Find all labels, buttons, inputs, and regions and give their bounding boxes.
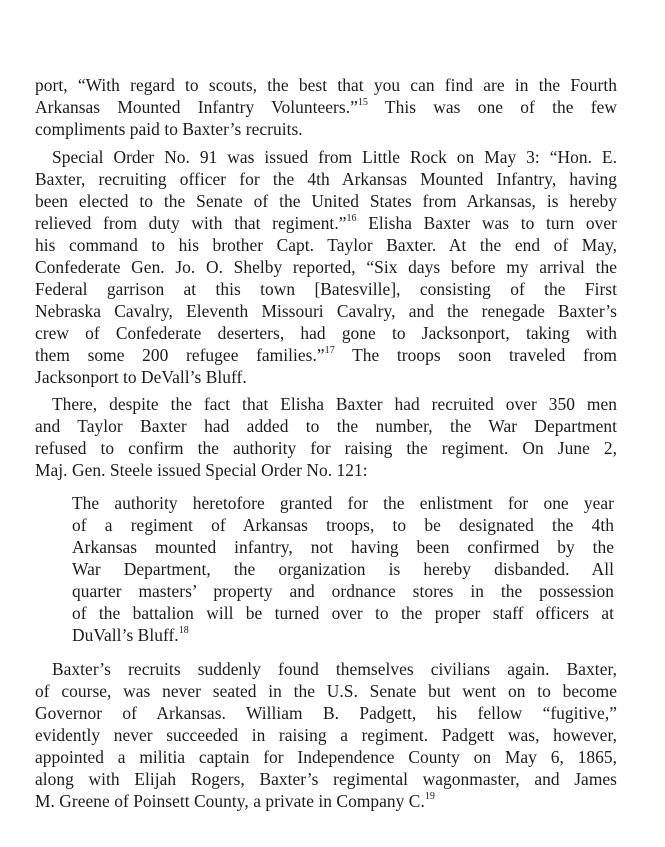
quote-line: of a regiment of Arkansas troops, to be designated the 4th [72,515,614,535]
text-line: M. Greene of Poinsett County, a private in Company C.$^{19}$ [35,791,435,811]
text-line: Baxter, recruiting officer for the 4th Arkansas Mounted Infantry, having [35,169,617,189]
text-line: There, despite the fact that Elisha Baxter had recruited over 350 men [52,394,617,414]
quote-line: Arkansas mounted infantry, not having been confirmed by the [72,537,614,557]
quote-line: War Department, the organization is hereby disbanded. All [72,559,614,579]
text-line: Jacksonport to DeVall’s Bluff. [35,367,247,387]
text-line: relieved from duty with that regiment.”$^{16}$ Elisha Baxter was to turn over [35,213,617,233]
footnote-marker: 15 [357,97,368,109]
quote-line: of the battalion will be turned over to the proper staff officers at [72,603,614,623]
text-line: his command to his brother Capt. Taylor Baxter. At the end of May, [35,235,617,255]
text-line: along with Elijah Rogers, Baxter’s regimental wagonmaster, and James [35,769,617,789]
text-line: refused to confirm the authority for raising the regiment. On June 2, [35,438,617,458]
text-line: of course, was never seated in the U.S. Senate but went on to become [35,681,617,701]
footnote-marker: 16 [346,213,357,225]
text-line: crew of Confederate deserters, had gone to Jacksonport, taking with [35,323,617,343]
text-line: Maj. Gen. Steele issued Special Order No. 121: [35,460,368,480]
text-line: been elected to the Senate of the United States from Arkansas, is hereby [35,191,617,211]
text-line: and Taylor Baxter had added to the number, the War Department [35,416,617,436]
footnote-marker: 17 [324,345,335,357]
text-line: port, “With regard to scouts, the best that you can find are in the Fourth [35,75,617,95]
text-line: Special Order No. 91 was issued from Little Rock on May 3: “Hon. E. [52,147,617,167]
text-line: appointed a militia captain for Independence County on May 6, 1865, [35,747,617,767]
text-line: Confederate Gen. Jo. O. Shelby reported, “Six days before my arrival the [35,257,617,277]
quote-line: quarter masters’ property and ordnance stores in the possession [72,581,614,601]
text-line: Nebraska Cavalry, Eleventh Missouri Cavalry, and the renegade Baxter’s [35,301,617,321]
text-line: Federal garrison at this town [Batesville], consisting of the First [35,279,617,299]
text-line: compliments paid to Baxter’s recruits. [35,119,303,139]
text-line: Arkansas Mounted Infantry Volunteers.”$^{15}$ This was one of the few [35,97,617,117]
quote-line: The authority heretofore granted for the enlistment for one year [72,493,614,513]
quote-line: DuVall’s Bluff.$^{18}$ [72,625,189,645]
text-line: evidently never succeeded in raising a regiment. Padgett was, however, [35,725,617,745]
footnote-marker: 18 [178,625,189,637]
text-line: Baxter’s recruits suddenly found themselves civilians again. Baxter, [52,659,617,679]
footnote-marker: 19 [424,791,435,803]
text-line: them some 200 refugee families.”$^{17}$ The troops soon traveled from [35,345,617,365]
text-line: Governor of Arkansas. William B. Padgett, his fellow “fugitive,” [35,703,617,723]
